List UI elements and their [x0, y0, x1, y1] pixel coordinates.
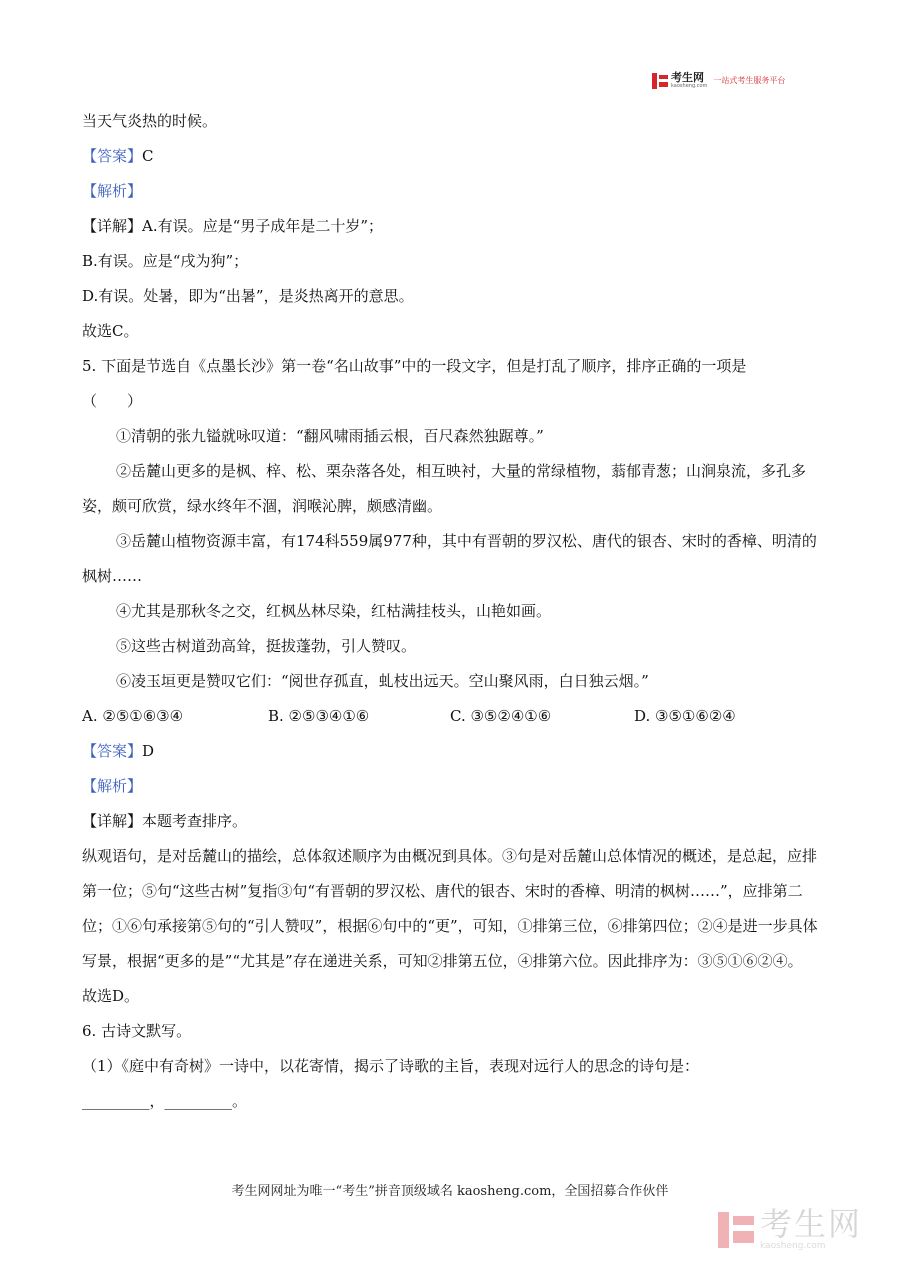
answer-label: 答案 [97, 742, 128, 760]
detail-head: 本题考查排序。 [142, 812, 248, 830]
q5-analysis: 【解析】 [82, 777, 143, 795]
answer-value: C [142, 147, 154, 165]
q5-paren: （ ） [82, 392, 143, 410]
kaosheng-watermark-icon [718, 1212, 754, 1248]
logo-name: 考生网 [671, 71, 704, 84]
watermark-logo [718, 1205, 863, 1251]
q5-conclusion: 故选D。 [82, 987, 140, 1005]
q5-explanation: 纵观语句，是对岳麓山的描绘，总体叙述顺序为由概况到具体。③句是对岳麓山总体情况的概述，是总起，应排第一位；⑤句“这些古树”复指③句“有晋朝的罗汉松、唐代的银杏、宋时的香樟、明清的枫树……”，应排第二位；①⑥句承接第⑤句的“引人赞叹”，根据⑥句中的“更”，可知，①排第三位，⑥排第四位；②④是进一步具体写景，根据“更多的是”“尤其是”存在递进关系，可知②排第五位，④排第六位。因此排序为：③⑤①⑥②④。 [82, 847, 818, 970]
q6-blanks: _________，_________。 [82, 1092, 248, 1110]
kaosheng-logo-icon [652, 73, 668, 89]
q5-stem: 5. 下面是节选自《点墨长沙》第一卷“名山故事”中的一段文字，但是打乱了顺序，排序正确的一项是 [82, 357, 747, 375]
q5-detail: 【详解】本题考查排序。 [82, 812, 248, 830]
q4-detail: 【详解】A.有误。应是“男子成年是二十岁”； [82, 217, 383, 235]
q4-detail-b: B.有误。应是“戌为狗”； [82, 252, 249, 270]
q5-item-6: ⑥凌玉垣更是赞叹它们：“阅世存孤直，虬枝出远天。空山聚风雨，白日独云烟。” [116, 672, 649, 690]
q5-item-4: ④尤其是那秋冬之交，红枫丛林尽染，红枯满挂枝头，山艳如画。 [116, 602, 552, 620]
q4-answer: 【答案】C [82, 147, 154, 165]
analysis-label: 解析 [97, 182, 128, 200]
page-footer: 考生网网址为唯一“考生”拼音顶级域名 kaosheng.com，全国招募合作伙伴 [231, 1184, 669, 1199]
detail-label: 详解 [97, 812, 128, 830]
document-body [82, 104, 820, 1119]
detail-label: 详解 [97, 217, 128, 235]
watermark-domain: kaosheng.com [760, 1241, 826, 1251]
q5-item-5: ⑤这些古树道劲高耸，挺拔蓬勃，引人赞叹。 [116, 637, 417, 655]
q4-conclusion: 故选C。 [82, 322, 139, 340]
analysis-label: 解析 [97, 777, 128, 795]
answer-label: 答案 [97, 147, 128, 165]
watermark-name: 考生网 [760, 1205, 863, 1243]
option-a: A. ②⑤①⑥③④ [82, 707, 184, 725]
header-logo [652, 72, 785, 89]
option-b: B. ②⑤③④①⑥ [268, 707, 370, 725]
q6-stem: 6. 古诗文默写。 [82, 1022, 192, 1040]
q5-options [82, 699, 820, 734]
answer-value: D [142, 742, 155, 760]
detail-a: A.有误。应是“男子成年是二十岁”； [142, 217, 383, 235]
q5-item-1: ①清朝的张九镒就咏叹道：“翻风啸雨插云根，百尺森然独踞尊。” [116, 427, 544, 445]
q5-answer: 【答案】D [82, 742, 155, 760]
q4-detail-d: D.有误。处暑，即为“出暑”，是炎热离开的意思。 [82, 287, 414, 305]
q5-item-3: ③岳麓山植物资源丰富，有174科559属977种，其中有晋朝的罗汉松、唐代的银杏、宋时的香樟、明清的枫树…… [82, 532, 817, 585]
q6-sub1: （1）《庭中有奇树》一诗中，以花寄情，揭示了诗歌的主旨，表现对远行人的思念的诗句是： [82, 1057, 700, 1075]
text-line: 当天气炎热的时候。 [82, 112, 218, 130]
logo-slogan: 一站式考生服务平台 [713, 76, 786, 85]
q4-analysis: 【解析】 [82, 182, 143, 200]
logo-domain: kaosheng.com [671, 83, 708, 89]
q5-item-2: ②岳麓山更多的是枫、梓、松、栗杂落各处，相互映衬，大量的常绿植物，蓊郁青葱；山涧泉流，多孔多姿，颇可欣赏，绿水终年不涸，润喉沁脾，颇感清幽。 [82, 462, 807, 515]
option-c: C. ③⑤②④①⑥ [450, 707, 552, 725]
option-d: D. ③⑤①⑥②④ [634, 707, 736, 725]
